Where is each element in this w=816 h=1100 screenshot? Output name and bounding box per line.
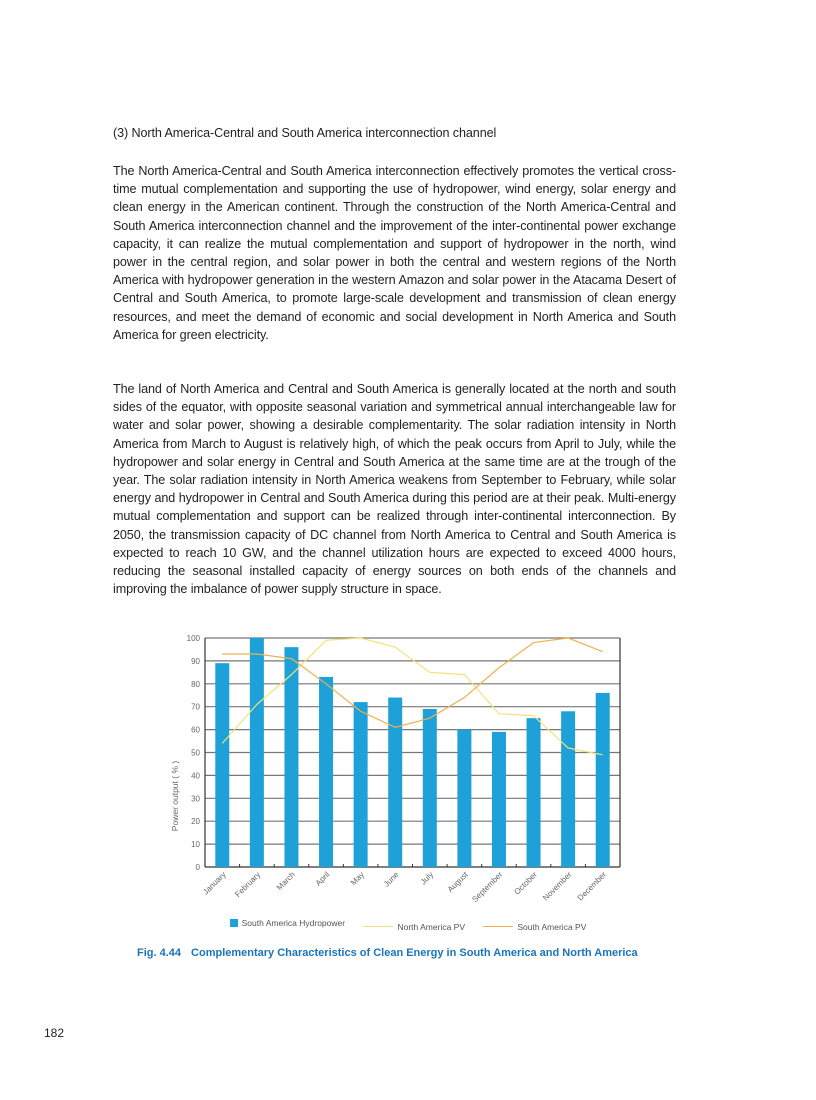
- bar: [250, 638, 264, 867]
- svg-text:June: June: [381, 870, 401, 889]
- bar: [215, 663, 229, 867]
- bar: [354, 702, 368, 867]
- hydro-swatch: [230, 919, 238, 927]
- bar: [423, 709, 437, 867]
- svg-text:30: 30: [191, 794, 200, 804]
- svg-text:0: 0: [195, 863, 200, 872]
- svg-text:March: March: [274, 870, 297, 893]
- bar: [492, 732, 506, 867]
- bar: [596, 693, 610, 867]
- x-axis-ticks: [201, 864, 608, 904]
- bar-line-chart: [160, 628, 640, 948]
- south-america-pv-line: [222, 638, 602, 727]
- svg-text:December: December: [575, 870, 609, 903]
- svg-text:40: 40: [191, 771, 200, 781]
- y-axis-label: Power output ( % ): [170, 760, 180, 832]
- paragraph-2: The land of North America and Central and South America is generally located at the north and south sides of the equator, with opposite seasonal variation and symmetrical annual interchangeable law for water and solar power, showing a desirable complementarity. The solar radiation intensity in North America from March to August is relatively high, of which the peak occurs from April to July, while the hydropower and solar energy in Central and South America at the same time are at the trough of the year. The solar radiation intensity in North America weakens from September to February, while solar energy and hydropower in Central and South America during this period are at their peak. Multi-energy mutual complementation and support can be realized through inter-continental interconnection. By 2050, the transmission capacity of DC channel from North America to Central and South America is expected to reach 10 GW, and the channel utilization hours are expected to exceed 4000 hours, reducing the seasonal installed capacity of energy sources on both ends of the channels and improving the imbalance of power supply structure in space.: [113, 382, 676, 597]
- north-america-pv-line: [222, 638, 602, 755]
- figure-number: Fig. 4.44: [137, 947, 182, 959]
- svg-text:10: 10: [191, 840, 200, 850]
- sa-pv-swatch: [483, 926, 513, 927]
- bar: [319, 677, 333, 867]
- page-number: 182: [44, 1026, 65, 1040]
- figure-title: Complementary Characteristics of Clean Energy in South America and North America: [191, 947, 638, 959]
- bar: [527, 718, 541, 867]
- svg-text:100: 100: [186, 634, 200, 643]
- y-axis-ticks: [187, 634, 201, 872]
- svg-text:February: February: [233, 870, 263, 900]
- section-heading: (3) North America-Central and South America interconnection channel: [113, 126, 497, 140]
- legend-na-pv: North America PV: [363, 922, 465, 932]
- svg-text:August: August: [445, 870, 470, 895]
- bar: [284, 647, 298, 867]
- svg-text:50: 50: [191, 748, 200, 758]
- svg-text:May: May: [348, 870, 367, 888]
- svg-text:90: 90: [191, 656, 200, 666]
- svg-text:July: July: [418, 870, 436, 887]
- bar: [388, 698, 402, 867]
- legend-hydro: South America Hydropower: [230, 918, 345, 928]
- svg-text:60: 60: [191, 725, 200, 735]
- svg-text:October: October: [512, 870, 539, 897]
- svg-text:September: September: [470, 870, 505, 905]
- svg-text:January: January: [201, 870, 228, 897]
- svg-text:April: April: [313, 870, 332, 888]
- bar: [457, 730, 471, 867]
- chart-gridlines: [205, 638, 620, 867]
- bar: [561, 711, 575, 867]
- svg-text:70: 70: [191, 702, 200, 712]
- paragraph-1: The North America-Central and South America interconnection effectively promotes the vertical cross-time mutual complementation and supporting the use of hydropower, wind energy, solar energy and clean energy in the American continent. Through the construction of the North America-Central and South America interconnection channel and the improvement of the inter-continental power exchange capacity, it can realize the mutual complementation and support of hydropower in the north, wind power in the central region, and solar power in both the central and western regions of the North America with hydropower generation in the western Amazon and solar power in the Atacama Desert of Central and South America, to promote large-scale development and transmission of clean energy resources, and meet the demand of economic and social development in North America and South America for green electricity.: [113, 164, 676, 342]
- na-pv-swatch: [363, 926, 393, 927]
- svg-text:November: November: [541, 870, 574, 903]
- legend-sa-pv: South America PV: [483, 922, 586, 932]
- svg-text:80: 80: [191, 679, 200, 689]
- chart-legend: [0, 918, 816, 932]
- figure-caption: [137, 947, 638, 959]
- svg-text:20: 20: [191, 817, 200, 827]
